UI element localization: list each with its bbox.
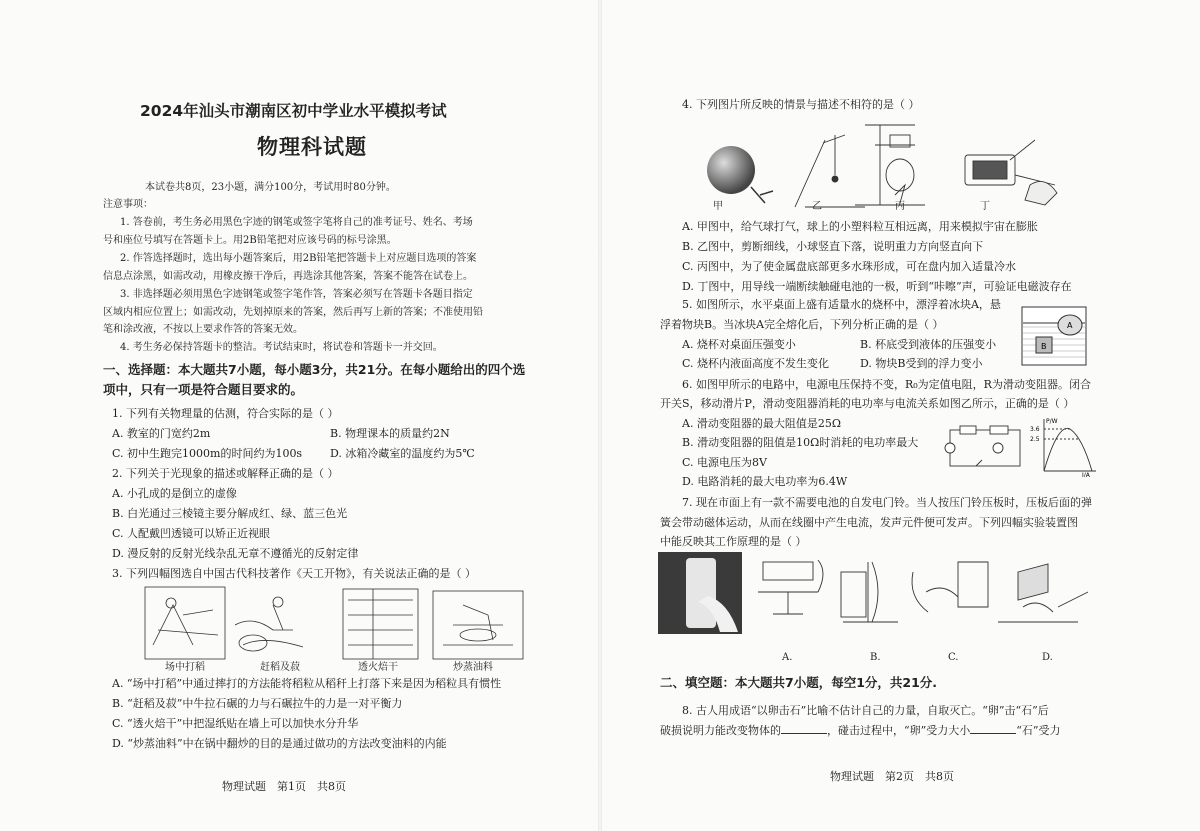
section-2-heading: 二、填空题：本大题共7小题，每空1分，共21分. [660,675,938,690]
option-d: D. 漫反射的反射光线杂乱无章不遵循光的反射定律 [112,547,359,560]
question-2: 2. 下列关于光现象的描述或解释正确的是（ ） [112,467,339,480]
option-b: B. 物理课本的质量约2N [330,427,450,440]
note-line: 3. 非选择题必须用黑色字迹钢笔或签字笔作答，答案必须写在答题卡各题目指定 [120,289,473,300]
question-1: 1. 下列有关物理量的估测，符合实际的是（ ） [112,407,339,420]
exam-info: 本试卷共8页，23小题，满分100分，考试用时80分钟。 [145,182,396,193]
option-label-b: B. [870,652,881,663]
fig-label-ding: 丁 [980,201,990,212]
question-6: 6. 如图甲所示的电路中，电源电压保持不变，R₀为定值电阻，R为滑动变阻器。闭合 [682,378,1091,391]
subject-title: 物理科试题 [257,134,367,159]
note-line: 笔和涂改液，不按以上要求作答的答案无效。 [103,324,303,335]
option-d: D. 电路消耗的最大电功率为6.4W [682,475,848,488]
question-6-cont: 开关S，移动滑片P，滑动变阻器消耗的电功率与电流关系如图乙所示，正确的是（ ） [660,397,1075,410]
option-d: D. 物块B受到的浮力变小 [860,357,983,370]
page-footer: 物理试题 第1页 共8页 [222,780,346,793]
svg-text:B: B [1041,342,1047,351]
tiangong-kaiwu-illustrations [143,585,533,665]
option-a: A. “场中打稻”中通过摔打的方法能将稻粒从稻秆上打落下来是因为稻粒具有惯性 [112,677,502,690]
option-c: C. 烧杯内液面高度不发生变化 [682,357,830,370]
option-c: C. 人配戴凹透镜可以矫正近视眼 [112,527,271,540]
question-7: 7. 现在市面上有一款不需要电池的自发电门铃。当人按压门铃压板时，压板后面的弹 [682,496,1092,509]
option-label-c: C. [948,652,959,663]
question-7-cont: 簧会带动磁体运动，从而在线圈中产生电流，发声元件便可发声。下列四幅实验装置图 [660,516,1078,529]
q8-part-1: 破损说明力能改变物体的 [660,724,781,737]
page-2 [600,0,1200,831]
fig-label-jia: 甲 [713,201,723,212]
page-footer: 物理试题 第2页 共8页 [830,770,954,783]
question-3: 3. 下列四幅图选自中国古代科技著作《天工开物》，有关说法正确的是（ ） [112,567,476,580]
option-d: D. “炒蒸油料”中在锅中翻炒的目的是通过做功的方法改变油料的内能 [112,737,447,750]
note-line: 2. 作答选择题时，选出每小题答案后，用2B铅笔把答题卡上对应题目选项的答案 [120,253,477,264]
option-c: C. 初中生跑完1000m的时间约为100s [112,447,303,460]
graph-y1: 3.6 [1030,426,1040,433]
question-7-cont: 中能反映其工作原理的是（ ） [660,535,807,548]
fig-label-yi: 乙 [812,201,822,212]
question-5: 5. 如图所示，水平桌面上盛有适量水的烧杯中，漂浮着冰块A，悬 [682,298,1001,311]
exam-title: 2024年汕头市潮南区初中学业水平模拟考试 [140,102,447,120]
option-b: B. 白光通过三棱镜主要分解成红、绿、蓝三色光 [112,507,348,520]
note-line: 4. 考生务必保持答题卡的整洁。考试结束时，将试卷和答题卡一并交回。 [120,342,443,353]
option-a: A. 烧杯对桌面压强变小 [682,338,796,351]
note-line: 1. 答卷前，考生务必用黑色字迹的钢笔或签字笔将自己的准考证号、姓名、考场 [120,217,473,228]
question-5-cont: 浮着物块B。当冰块A完全熔化后，下列分析正确的是（ ） [660,318,944,331]
option-c: C. 丙图中，为了使金属盘底部更多水珠形成，可在盘内加入适量冷水 [682,260,1017,273]
question-8-cont [660,723,1061,738]
graph-y2: 2.5 [1030,436,1040,443]
svg-text:A: A [1067,321,1073,330]
option-d: D. 冰箱冷藏室的温度约为5℃ [330,447,475,460]
note-line: 信息点涂黑，如需改动，用橡皮擦干净后，再选涂其他答案，答案不能答在试卷上。 [103,271,473,282]
question-4: 4. 下列图片所反映的情景与描述不相符的是（ ） [682,98,920,111]
graph-xlabel: I/A [1082,472,1090,477]
beaker-figure [1020,305,1090,367]
option-b: B. 滑动变阻器的阻值是10Ω时消耗的电功率最大 [682,436,919,449]
section-1-heading: 一、选择题：本大题共7小题，每小题3分，共21分。在每小题给出的四个选 [103,362,526,377]
caption-4: 炒蒸油料 [453,662,493,673]
option-label-d: D. [1042,652,1053,663]
option-label-a: A. [782,652,793,663]
option-c: C. 电源电压为8V [682,456,767,469]
power-current-graph [1030,415,1100,477]
caption-2: 赶稻及菽 [260,662,300,673]
q4-figures [705,115,1065,212]
caption-1: 场中打稻 [165,662,205,673]
section-1-heading-cont: 项中，只有一项是符合题目要求的。 [103,382,304,397]
option-a: A. 小孔成的是倒立的虚像 [112,487,237,500]
q7-figures [658,552,1098,636]
answer-blank[interactable] [970,723,1016,734]
option-b: B. 杯底受到液体的压强变小 [860,338,997,351]
fig-label-bing: 丙 [895,201,905,212]
notes-title: 注意事项： [103,199,153,210]
option-b: B. 乙图中，剪断细线，小球竖直下落，说明重力方向竖直向下 [682,240,984,253]
option-c: C. “透火焙干”中把湿纸贴在墙上可以加快水分升华 [112,717,359,730]
option-d: D. 丁图中，用导线一端断续触碰电池的一极，听到“咔嚓”声，可验证电磁波存在 [682,280,1072,293]
option-a: A. 滑动变阻器的最大阻值是25Ω [682,417,842,430]
caption-3: 透火焙干 [358,662,398,673]
answer-blank[interactable] [781,723,827,734]
q8-part-2: ，碰击过程中，“卵”受力大小 [827,724,971,737]
q8-part-3: “石”受力 [1016,724,1061,737]
option-a: A. 甲图中，给气球打气，球上的小塑料粒互相远离，用来模拟宇宙在膨胀 [682,220,1038,233]
question-8: 8. 古人用成语“以卵击石”比喻不估计自己的力量，自取灭亡。“卵”击“石”后 [682,704,1049,717]
note-line: 区域内相应位置上；如需改动，先划掉原来的答案，然后再写上新的答案；不准使用铅 [103,307,483,318]
graph-ylabel: P/W [1046,418,1058,425]
circuit-diagram [940,420,1030,475]
option-a: A. 教室的门宽约2m [112,427,211,440]
note-line: 号和座位号填写在答题卡上。用2B铅笔把对应该号码的标号涂黑。 [103,235,397,246]
option-b: B. “赶稻及菽”中牛拉石碾的力与石碾拉牛的力是一对平衡力 [112,697,403,710]
